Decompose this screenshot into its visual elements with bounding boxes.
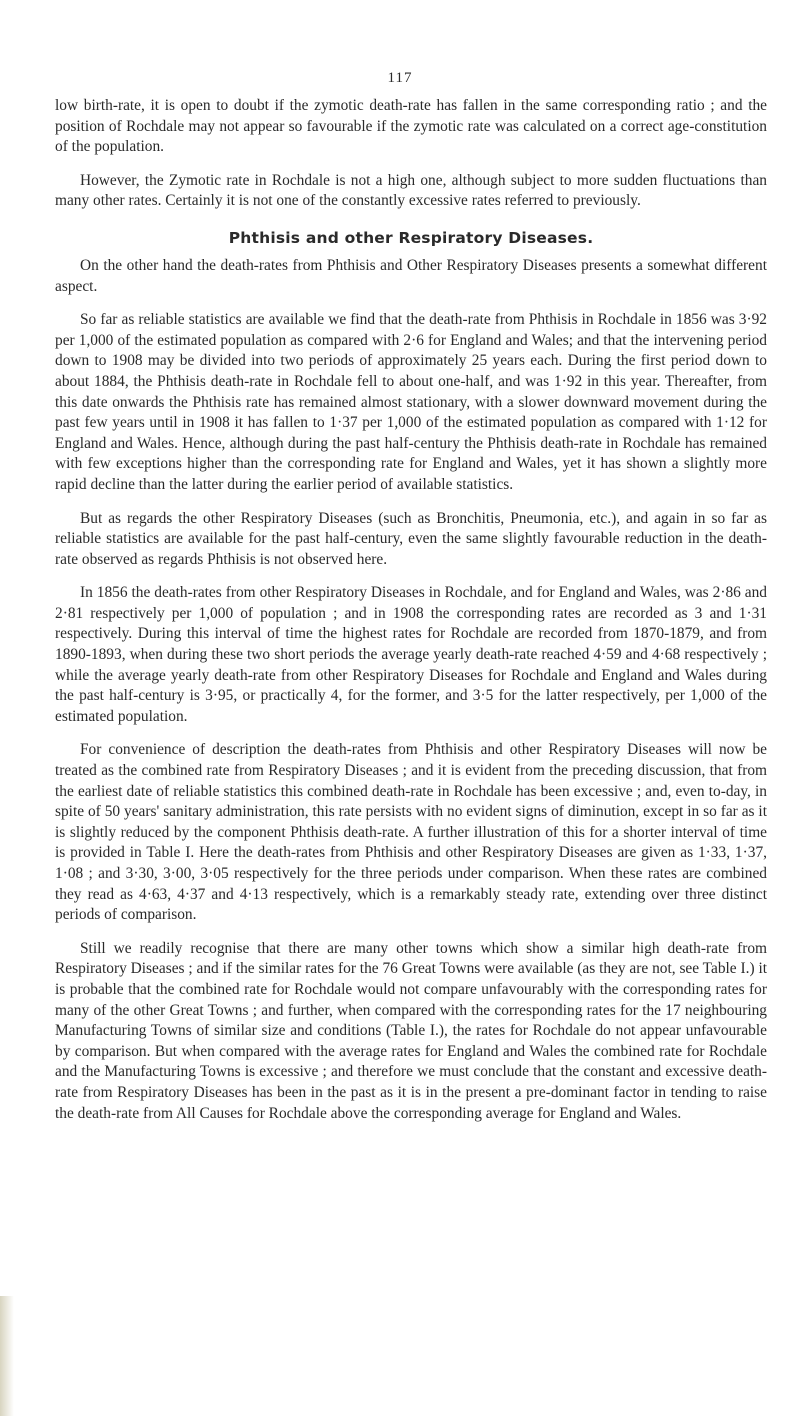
page-number: 117 (387, 70, 413, 86)
paragraph-4: So far as reliable statistics are available we find that the death-rate from Phthisis in Rochdale in 1856 was 3·92 per 1,000 of the estimated population as compared with 2·6 for England and Wales; and that the intervening period down to 1908 may be divided into two periods of approximately 25 years each. During the first period down to about 1884, the Phthisis death-rate in Rochdale fell to about one-half, and was 1·92 in this year. Thereafter, from this date onwards the Phthisis rate has remained almost stationary, with a slower downward movement during the past few years until in 1908 it has fallen to 1·37 per 1,000 of the estimated population as compared with 1·12 for England and Wales. Hence, although during the past half-century the Phthisis death-rate in Rochdale has remained with few exceptions higher than the corresponding rate for England and Wales, yet it has shown a slightly more rapid decline than the latter during the earlier period of available statistics. (55, 311, 767, 493)
paragraph-2: However, the Zymotic rate in Rochdale is not a high one, although subject to more sudden fluctuations than many other rates. Certainly it is not one of the constantly excessive rates referred to previously. (55, 171, 767, 210)
paragraph-8: Still we readily recognise that there are many other towns which show a similar high death-rate from Respiratory Diseases ; and if the similar rates for the 76 Great Towns were available (as they are not, see Table I.) it is probable that the combined rate for Rochdale would not compare unfavourably with the corresponding rates for many of the other Great Towns ; and further, when compared with the corresponding rates for the 17 neighbouring Manufacturing Towns of similar size and conditions (Table I.), the rates for Rochdale do not appear unfavourable by comparison. But when compared with the average rates for England and Wales the combined rate for Rochdale and the Manufacturing Towns is excessive ; and therefore we must conclude that the constant and excessive death-rate from Respiratory Diseases has been in the past as it is in the present a pre-dominant factor in tending to raise the death-rate from All Causes for Rochdale above the corresponding average for England and Wales. (55, 939, 767, 1122)
paragraph-1: low birth-rate, it is open to doubt if the zymotic death-rate has fallen in the same corresponding ratio ; and the position of Rochdale may not appear so favourable if the zymotic rate was calculated on a correct age-constitution of the population. (55, 97, 767, 156)
section-heading: Phthisis and other Respiratory Diseases. (228, 228, 594, 247)
paragraph-5: But as regards the other Respiratory Diseases (such as Bronchitis, Pneumonia, etc.), and again in so far as reliable statistics are available for the past half-century, even the same slightly favourable reduction in the death-rate observed as regards Phthisis is not observed here. (55, 509, 767, 568)
page-body (55, 96, 767, 1137)
paragraph-3: On the other hand the death-rates from Phthisis and Other Respiratory Diseases presents a somewhat different aspect. (55, 256, 767, 295)
paragraph-6: In 1856 the death-rates from other Respiratory Diseases in Rochdale, and for England and Wales, was 2·86 and 2·81 respectively per 1,000 of population ; and in 1908 the corresponding rates are recorded as 3 and 1·31 respectively. During this interval of time the highest rates for Rochdale are recorded from 1870-1879, and from 1890-1893, when during these two short periods the average yearly death-rate reached 4·59 and 4·68 respectively ; while the average yearly death-rate from other Respiratory Diseases for Rochdale and England and Wales during the past half-century is 3·95, or practically 4, for the former, and 3·5 for the latter respectively, per 1,000 of the estimated population. (55, 584, 767, 725)
paragraph-7: For convenience of description the death-rates from Phthisis and other Respiratory Diseases will now be treated as the combined rate from Respiratory Diseases ; and it is evident from the preceding discussion, that from the earliest date of reliable statistics this combined death-rate in Rochdale has been excessive ; and, even to-day, in spite of 50 years' sanitary administration, this rate persists with no evident signs of diminution, except in so far as it is slightly reduced by the component Phthisis death-rate. A further illustration of this for a shorter interval of time is provided in Table I. Here the death-rates from Phthisis and other Respiratory Diseases are given as 1·33, 1·37, 1·08 ; and 3·30, 3·00, 3·05 respectively for the three periods under comparison. When these rates are combined they read as 4·63, 4·37 and 4·13 respectively, which is a remarkably steady rate, extending over three distinct periods of comparison. (55, 741, 767, 924)
page-edge-shadow (0, 1296, 14, 1416)
